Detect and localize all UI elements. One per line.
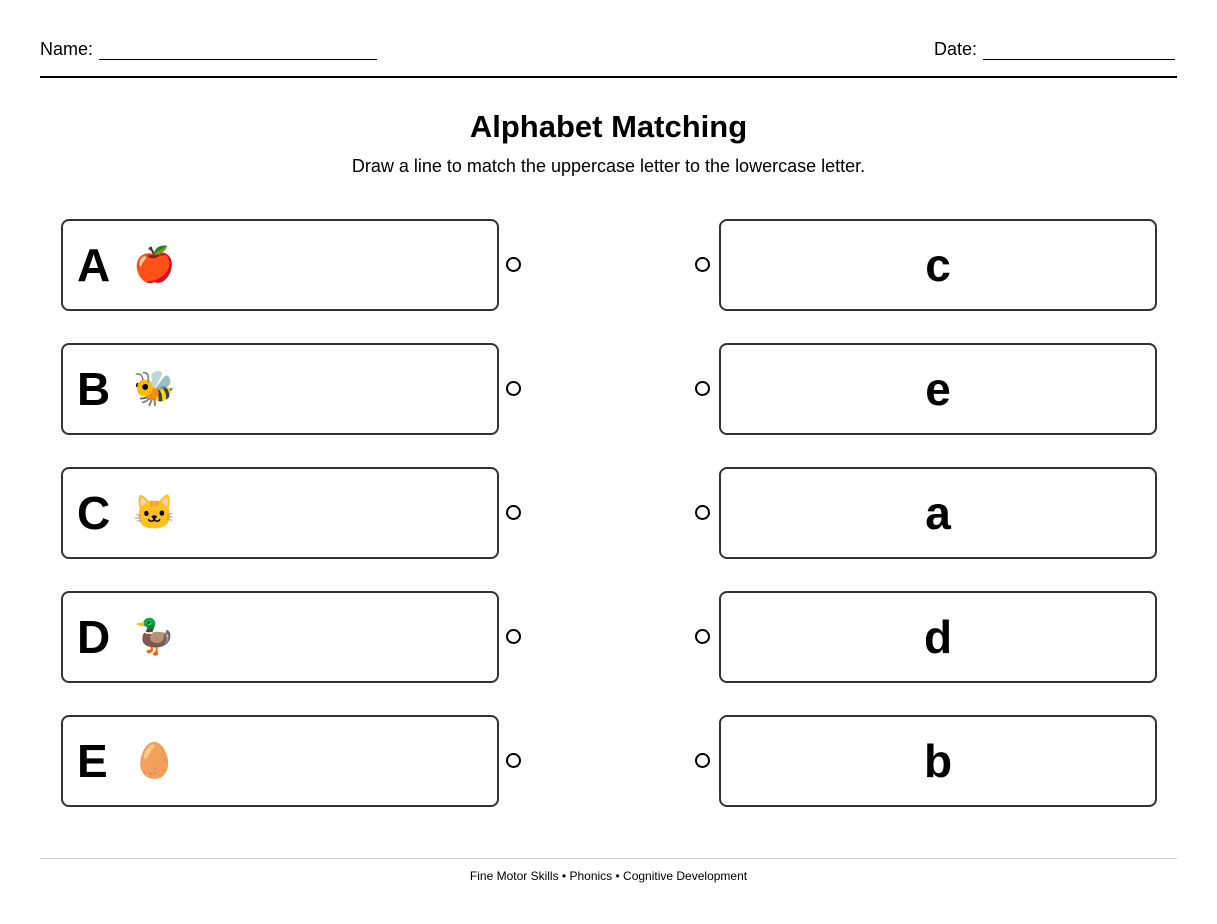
lowercase-card <box>719 591 1157 683</box>
right-match-dot[interactable] <box>695 753 710 768</box>
uppercase-card <box>61 591 499 683</box>
uppercase-card <box>61 343 499 435</box>
date-label: Date: <box>934 39 978 59</box>
uppercase-card <box>61 715 499 807</box>
bee-icon: 🐝 <box>133 370 176 408</box>
name-label: Name: <box>40 39 94 59</box>
cat-icon: 🐱 <box>133 494 176 532</box>
right-match-dot[interactable] <box>695 505 710 520</box>
right-match-dot[interactable] <box>695 381 710 396</box>
instructions: Draw a line to match the uppercase letter to the lowercase letter. <box>351 156 866 176</box>
right-match-dot[interactable] <box>695 629 710 644</box>
lowercase-card <box>719 467 1157 559</box>
lowercase-card <box>719 219 1157 311</box>
header-divider <box>40 76 1177 78</box>
left-match-dot[interactable] <box>506 753 521 768</box>
name-field <box>40 39 377 60</box>
lowercase-letter: b <box>923 735 953 787</box>
left-match-dot[interactable] <box>506 629 521 644</box>
uppercase-letter: B <box>77 363 111 415</box>
footer: Fine Motor Skills • Phonics • Cognitive Development <box>469 869 748 883</box>
name-blank[interactable] <box>99 40 377 60</box>
lowercase-card <box>719 343 1157 435</box>
apple-icon: 🍎 <box>133 246 176 284</box>
uppercase-card <box>61 219 499 311</box>
footer-divider <box>40 858 1177 859</box>
uppercase-letter: D <box>77 611 111 663</box>
lowercase-letter: a <box>925 487 951 539</box>
uppercase-letter: C <box>77 487 111 539</box>
duck-icon: 🦆 <box>133 618 176 656</box>
left-match-dot[interactable] <box>506 257 521 272</box>
page-title: Alphabet Matching <box>469 109 748 144</box>
uppercase-letter: A <box>77 239 111 291</box>
uppercase-letter: E <box>77 735 108 787</box>
date-field <box>934 39 1175 60</box>
lowercase-letter: d <box>923 611 953 663</box>
left-match-dot[interactable] <box>506 505 521 520</box>
uppercase-card <box>61 467 499 559</box>
date-blank[interactable] <box>983 40 1175 60</box>
lowercase-letter: c <box>925 239 951 291</box>
lowercase-letter: e <box>925 363 951 415</box>
left-match-dot[interactable] <box>506 381 521 396</box>
egg-icon: 🥚 <box>133 742 176 780</box>
right-match-dot[interactable] <box>695 257 710 272</box>
lowercase-card <box>719 715 1157 807</box>
